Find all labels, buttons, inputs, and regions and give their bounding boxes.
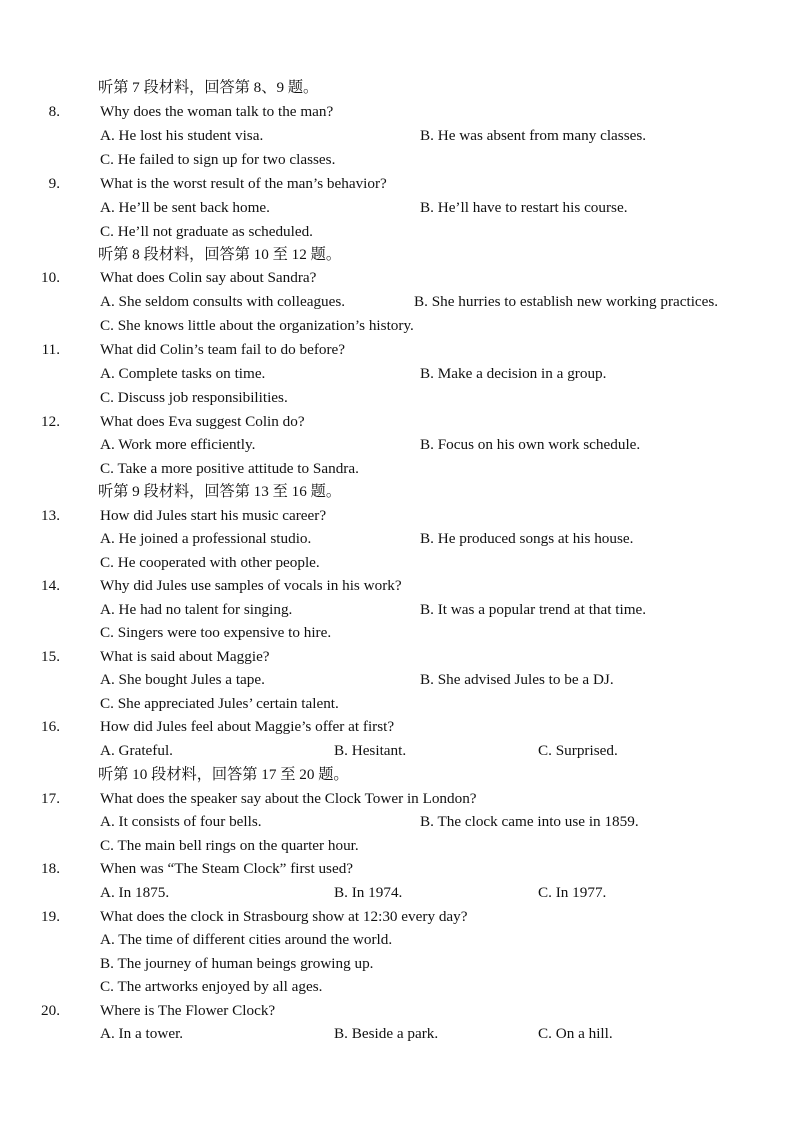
question-text: Where is The Flower Clock?: [100, 1002, 276, 1019]
question-text: What does Eva suggest Colin do?: [100, 413, 305, 430]
question-number: 8.: [48, 103, 60, 120]
option-a: A. It consists of four bells.: [100, 813, 262, 830]
option-b: B. It was a popular trend at that time.: [420, 601, 647, 618]
section-heading: 听第 9 段材料，回答第 13 至 16 题。: [98, 483, 341, 500]
option-a: A. Grateful.: [100, 742, 173, 759]
option-b: B. She advised Jules to be a DJ.: [420, 671, 614, 688]
question-text: What does the speaker say about the Clock Tower in London?: [100, 790, 477, 807]
question-number: 16.: [41, 718, 60, 735]
option-a: A. He lost his student visa.: [100, 127, 264, 144]
question-text: Why did Jules use samples of vocals in his work?: [100, 577, 402, 594]
option-a: A. In 1875.: [100, 884, 170, 901]
question-number: 11.: [41, 341, 60, 358]
option-b: B. Beside a park.: [334, 1025, 439, 1042]
question-number: 19.: [41, 908, 60, 925]
question-text: Why does the woman talk to the man?: [100, 103, 334, 120]
question-number: 18.: [41, 860, 60, 877]
option-c: C. The artworks enjoyed by all ages.: [100, 978, 323, 995]
option-b: B. He’ll have to restart his course.: [420, 199, 628, 216]
option-b: B. The journey of human beings growing up.: [100, 955, 374, 972]
option-a: A. The time of different cities around the world.: [100, 931, 393, 948]
question-number: 15.: [41, 648, 60, 665]
option-c: C. He failed to sign up for two classes.: [100, 151, 336, 168]
option-a: A. She seldom consults with colleagues.: [100, 293, 346, 310]
question-number: 20.: [41, 1002, 60, 1019]
question-text: What is said about Maggie?: [100, 648, 270, 665]
option-a: A. In a tower.: [100, 1025, 184, 1042]
section-heading: 听第 8 段材料，回答第 10 至 12 题。: [98, 246, 341, 263]
option-a: A. He joined a professional studio.: [100, 530, 312, 547]
option-b: B. He produced songs at his house.: [420, 530, 634, 547]
question-number: 13.: [41, 507, 60, 524]
question-text: What did Colin’s team fail to do before?: [100, 341, 346, 358]
option-c: C. Surprised.: [538, 742, 618, 759]
option-b: B. He was absent from many classes.: [420, 127, 647, 144]
option-c: C. He’ll not graduate as scheduled.: [100, 223, 313, 240]
option-b: B. The clock came into use in 1859.: [420, 813, 639, 830]
option-b: B. She hurries to establish new working practices.: [414, 293, 719, 310]
option-c: C. In 1977.: [538, 884, 607, 901]
section-heading: 听第 10 段材料，回答第 17 至 20 题。: [98, 766, 349, 783]
option-c: C. On a hill.: [538, 1025, 613, 1042]
section-heading: 听第 7 段材料，回答第 8、9 题。: [98, 79, 319, 96]
question-text: How did Jules start his music career?: [100, 507, 327, 524]
question-text: When was “The Steam Clock” first used?: [100, 860, 354, 877]
question-text: What is the worst result of the man’s behavior?: [100, 175, 387, 192]
option-c: C. Take a more positive attitude to Sandra.: [100, 460, 359, 477]
option-c: C. Singers were too expensive to hire.: [100, 624, 332, 641]
option-c: C. She appreciated Jules’ certain talent.: [100, 695, 339, 712]
question-number: 9.: [48, 175, 60, 192]
question-text: What does the clock in Strasbourg show at 12:30 every day?: [100, 908, 468, 925]
option-b: B. Hesitant.: [334, 742, 407, 759]
question-text: How did Jules feel about Maggie’s offer at first?: [100, 718, 395, 735]
option-a: A. Complete tasks on time.: [100, 365, 266, 382]
option-b: B. Focus on his own work schedule.: [420, 436, 641, 453]
question-number: 10.: [41, 269, 60, 286]
question-text: What does Colin say about Sandra?: [100, 269, 317, 286]
question-number: 17.: [41, 790, 60, 807]
option-a: A. Work more efficiently.: [100, 436, 256, 453]
question-number: 12.: [41, 413, 60, 430]
option-c: C. He cooperated with other people.: [100, 554, 320, 571]
option-c: C. The main bell rings on the quarter hour.: [100, 837, 359, 854]
option-a: A. She bought Jules a tape.: [100, 671, 265, 688]
option-a: A. He had no talent for singing.: [100, 601, 293, 618]
question-number: 14.: [41, 577, 60, 594]
option-c: C. Discuss job responsibilities.: [100, 389, 288, 406]
option-a: A. He’ll be sent back home.: [100, 199, 270, 216]
option-b: B. Make a decision in a group.: [420, 365, 607, 382]
option-c: C. She knows little about the organization’s history.: [100, 317, 414, 334]
option-b: B. In 1974.: [334, 884, 403, 901]
